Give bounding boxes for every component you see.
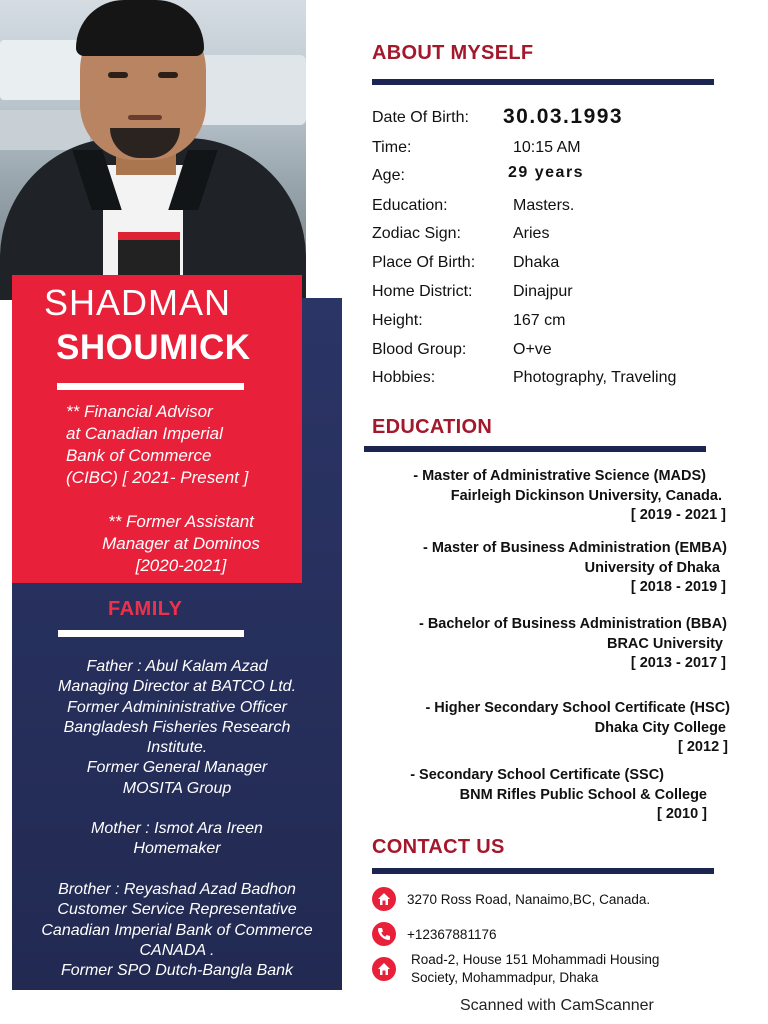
role-line: Manager at Dominos xyxy=(102,534,260,553)
education-item xyxy=(419,615,726,674)
info-row-time xyxy=(372,139,732,167)
family-divider xyxy=(58,630,244,637)
role-line: at Canadian Imperial xyxy=(66,424,223,443)
first-name: SHADMAN xyxy=(44,282,232,323)
info-row-dob xyxy=(372,105,732,137)
info-value: Dhaka xyxy=(513,254,560,271)
former-role xyxy=(66,511,296,577)
role-line: [2020-2021] xyxy=(135,556,227,575)
profile-photo xyxy=(0,0,306,300)
info-label: Place Of Birth: xyxy=(372,254,476,271)
phone-number[interactable]: +12367881176 xyxy=(407,927,497,942)
education-item xyxy=(423,539,726,598)
school: University of Dhaka xyxy=(584,559,720,576)
info-value: Masters. xyxy=(513,197,575,214)
about-divider xyxy=(372,79,714,85)
info-label: Education: xyxy=(372,197,448,214)
years: [ 2018 - 2019 ] xyxy=(630,579,726,595)
info-value: O+ve xyxy=(513,341,552,358)
education-divider xyxy=(364,446,706,452)
family-line: Father : Abul Kalam Azad xyxy=(86,658,268,675)
address-secondary xyxy=(411,951,659,987)
info-value: 30.03.1993 xyxy=(503,105,624,128)
family-line: Canadian Imperial Bank of Commerce xyxy=(41,921,313,939)
phone-icon[interactable] xyxy=(372,922,396,946)
info-value: 10:15 AM xyxy=(513,139,581,156)
contact-heading: CONTACT US xyxy=(372,836,505,858)
current-role xyxy=(66,401,296,489)
info-row-district xyxy=(372,283,732,311)
info-row-education xyxy=(372,197,732,225)
info-label: Time: xyxy=(372,139,412,156)
info-row-age xyxy=(372,164,732,195)
degree: - Bachelor of Business Administration (BBA) xyxy=(418,616,727,632)
info-row-hobbies xyxy=(372,369,732,397)
info-value: 29 years xyxy=(508,164,585,181)
address-line: Road-2, House 151 Mohammadi Housing xyxy=(411,952,660,967)
name-divider xyxy=(57,383,244,390)
family-line: Mother : Ismot Ara Ireen xyxy=(91,820,263,837)
family-line: CANADA . xyxy=(139,941,215,959)
info-value: Photography, Traveling xyxy=(513,369,677,386)
family-line: Former SPO Dutch-Bangla Bank xyxy=(60,962,294,980)
info-label: Date Of Birth: xyxy=(372,109,469,126)
info-row-height xyxy=(372,312,732,340)
family-line: Institute. xyxy=(146,739,208,757)
home-icon xyxy=(372,957,396,981)
degree: - Higher Secondary School Certificate (HSC) xyxy=(425,700,730,716)
contact-divider xyxy=(372,868,714,874)
years: [ 2010 ] xyxy=(657,806,707,822)
school: BRAC University xyxy=(606,635,723,652)
education-item xyxy=(425,699,730,758)
family-line: MOSITA Group xyxy=(122,779,232,797)
role-line: (CIBC) [ 2021- Present ] xyxy=(66,468,249,487)
years: [ 2012 ] xyxy=(678,739,728,755)
info-label: Blood Group: xyxy=(372,341,467,358)
home-icon xyxy=(372,887,396,911)
school: BNM Rifles Public School & College xyxy=(459,786,707,803)
info-label: Age: xyxy=(372,167,405,184)
info-row-birthplace xyxy=(372,254,732,282)
info-value: Dinajpur xyxy=(513,283,573,300)
info-value: 167 cm xyxy=(513,312,566,329)
education-item xyxy=(413,467,726,526)
family-line: Managing Director at BATCO Ltd. xyxy=(57,678,297,696)
info-label: Zodiac Sign: xyxy=(372,225,461,242)
info-label: Height: xyxy=(372,312,423,329)
info-label: Home District: xyxy=(372,283,473,300)
father-info xyxy=(12,657,342,799)
role-line: ** Former Assistant xyxy=(108,512,254,531)
role-line: Bank of Commerce xyxy=(66,446,212,465)
last-name: SHOUMICK xyxy=(56,328,251,367)
family-line: Homemaker xyxy=(133,840,221,858)
info-row-blood xyxy=(372,341,732,369)
address-primary: 3270 Ross Road, Nanaimo,BC, Canada. xyxy=(407,892,651,907)
degree: - Master of Administrative Science (MADS) xyxy=(413,468,706,484)
scanner-watermark: Scanned with CamScanner xyxy=(460,997,654,1014)
info-value: Aries xyxy=(513,225,550,242)
school: Fairleigh Dickinson University, Canada. xyxy=(450,487,722,504)
mother-info xyxy=(12,819,342,860)
family-line: Customer Service Representative xyxy=(57,901,297,919)
family-heading: FAMILY xyxy=(108,598,183,620)
role-line: ** Financial Advisor xyxy=(66,402,213,421)
school: Dhaka City College xyxy=(594,719,726,736)
years: [ 2013 - 2017 ] xyxy=(630,655,726,671)
family-line: Brother : Reyashad Azad Badhon xyxy=(58,881,296,898)
family-line: Bangladesh Fisheries Research xyxy=(63,718,291,736)
family-line: Former Admininistrative Officer xyxy=(67,698,287,716)
about-heading: ABOUT MYSELF xyxy=(372,42,534,64)
brother-info xyxy=(12,880,342,981)
education-item xyxy=(410,766,726,825)
address-line: Society, Mohammadpur, Dhaka xyxy=(411,970,599,985)
degree: - Secondary School Certificate (SSC) xyxy=(410,767,664,783)
degree: - Master of Business Administration (EMBA) xyxy=(423,540,727,556)
education-heading: EDUCATION xyxy=(372,416,493,438)
info-label: Hobbies: xyxy=(372,369,436,386)
info-row-zodiac xyxy=(372,225,732,253)
years: [ 2019 - 2021 ] xyxy=(630,507,726,523)
family-line: Former General Manager xyxy=(86,759,268,777)
